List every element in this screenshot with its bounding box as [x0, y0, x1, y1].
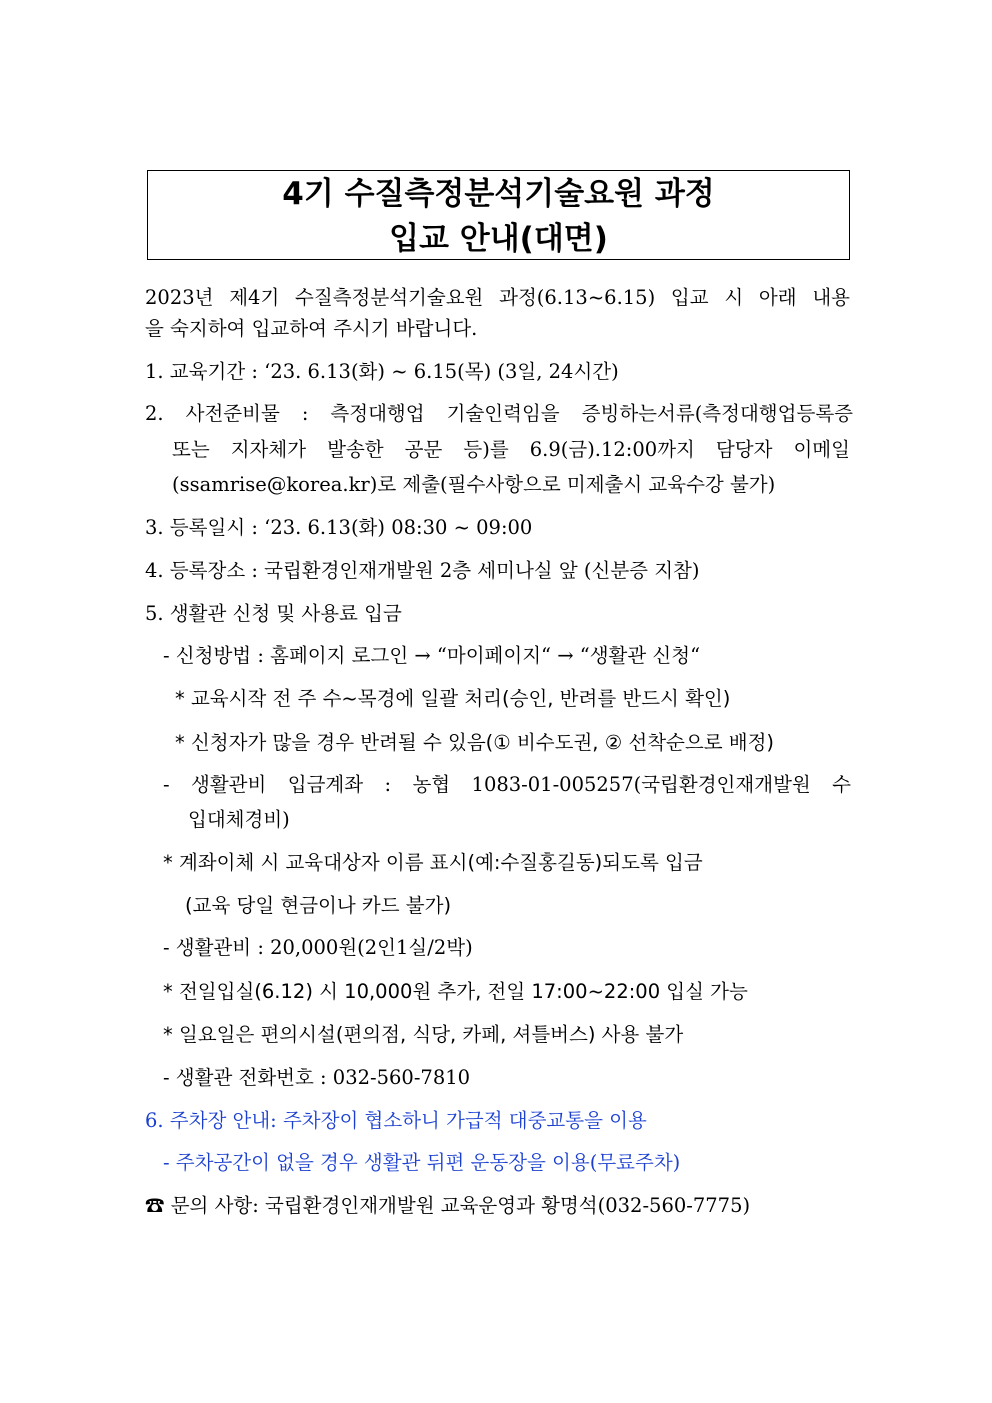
- item-dorm-account-2: 입대체경비): [188, 808, 290, 831]
- item-prep-3: (ssamrise@korea.kr)로 제출(필수사항으로 미제출시 교육수강 불가): [172, 473, 776, 496]
- item-reg-place: 4. 등록장소 : 국립환경인재개발원 2층 세미나실 앞 (신분증 지참): [145, 559, 700, 582]
- item-prep-2: 또는 지자체가 발송한 공문 등)를 6.9(금).12:00까지 담당자 이메일: [172, 438, 850, 461]
- item-dorm-note-2: * 신청자가 많을 경우 반려될 수 있음(① 비수도권, ② 선착순으로 배정): [175, 731, 775, 754]
- item-dorm-note-1: * 교육시작 전 주 수~목경에 일괄 처리(승인, 반려를 반드시 확인): [175, 687, 731, 710]
- page-title: 4기 수질측정분석기술요원 과정: [282, 176, 715, 212]
- item-dorm-early: * 전일입실(6.12) 시 10,000원 추가, 전일 17:00~22:00 입실 가능: [163, 980, 748, 1003]
- page-subtitle: 입교 안내(대면): [389, 221, 608, 257]
- item-dorm-sunday: * 일요일은 편의시설(편의점, 식당, 카페, 셔틀버스) 사용 불가: [163, 1023, 684, 1046]
- item-dorm-head: 5. 생활관 신청 및 사용료 입금: [145, 602, 402, 625]
- item-dorm-account-1: - 생활관비 입금계좌 : 농협 1083-01-005257(국립환경인재개발원 수: [163, 773, 851, 796]
- intro-line-1: 2023년 제4기 수질측정분석기술요원 과정(6.13~6.15) 입교 시 아래 내용: [145, 286, 850, 309]
- intro-line-2: 을 숙지하여 입교하여 주시기 바랍니다.: [145, 317, 478, 340]
- item-dorm-method: - 신청방법 : 홈페이지 로그인 → “마이페이지“ → “생활관 신청“: [163, 644, 701, 667]
- item-dorm-fee: - 생활관비 : 20,000원(2인1실/2박): [163, 936, 473, 959]
- item-period: 1. 교육기간 : ‘23. 6.13(화) ~ 6.15(목) (3일, 24시간): [145, 360, 619, 383]
- item-dorm-phone: - 생활관 전화번호 : 032-560-7810: [163, 1066, 471, 1089]
- item-parking-note: - 주차공간이 없을 경우 생활관 뒤편 운동장을 이용(무료주차): [163, 1151, 681, 1174]
- contact-line: ☎ 문의 사항: 국립환경인재개발원 교육운영과 황명석(032-560-7775): [145, 1194, 751, 1217]
- item-dorm-transfer-2: (교육 당일 현금이나 카드 불가): [185, 894, 452, 917]
- title-box: [147, 170, 850, 260]
- item-prep-1: 2. 사전준비물 : 측정대행업 기술인력임을 증빙하는서류(측정대행업등록증: [145, 402, 853, 425]
- item-dorm-transfer-1: * 계좌이체 시 교육대상자 이름 표시(예:수질홍길동)되도록 입금: [163, 851, 703, 874]
- item-parking-head: 6. 주차장 안내: 주차장이 협소하니 가급적 대중교통을 이용: [145, 1109, 647, 1132]
- item-reg-time: 3. 등록일시 : ‘23. 6.13(화) 08:30 ~ 09:00: [145, 516, 533, 539]
